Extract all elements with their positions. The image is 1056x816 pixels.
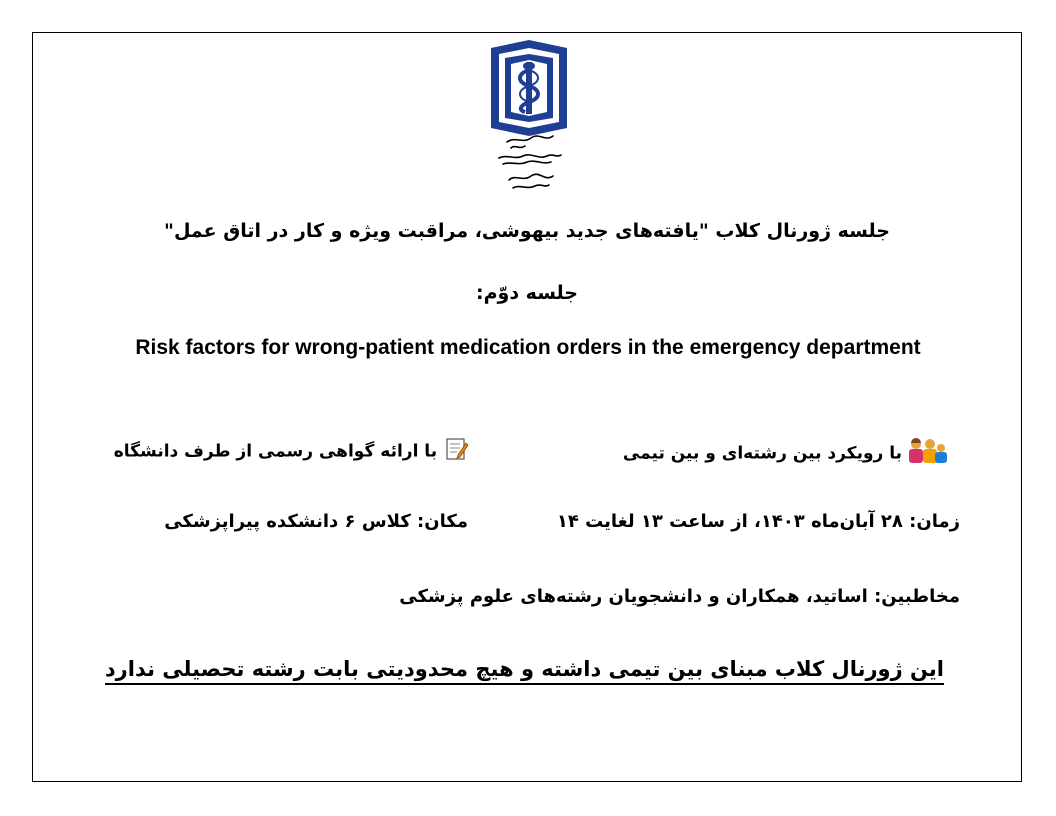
university-logo bbox=[485, 40, 573, 198]
interdisciplinary-text: با رویکرد بین رشته‌ای و بین تیمی bbox=[622, 443, 902, 464]
interdisciplinary-line bbox=[623, 437, 952, 470]
family-icon bbox=[904, 437, 950, 470]
logo-lettering bbox=[499, 136, 561, 188]
event-time: زمان: ۲۸ آبان‌ماه ۱۴۰۳، از ساعت ۱۳ لغایت ۱۴ bbox=[556, 511, 960, 532]
topic-title: Risk factors for wrong-patient medication orders in the emergency department bbox=[135, 336, 921, 359]
event-place: مکان: کلاس ۶ دانشکده پیراپزشکی bbox=[164, 511, 468, 532]
event-title: جلسه ژورنال کلاب "یافته‌های جدید بیهوشی، مراقبت ویژه و کار در اتاق عمل" bbox=[164, 220, 890, 242]
memo-icon bbox=[445, 437, 469, 466]
session-label: جلسه دوّم: bbox=[475, 282, 578, 304]
certificate-line bbox=[114, 437, 471, 466]
certificate-text: با ارائه گواهی رسمی از طرف دانشگاه bbox=[113, 441, 438, 462]
event-notice: این ژورنال کلاب مبنای بین تیمی داشته و هیچ محدودیتی بابت رشته تحصیلی ندارد bbox=[105, 657, 944, 685]
event-audience: مخاطبین: اساتید، همکاران و دانشجویان رشته‌های علوم پزشکی bbox=[399, 586, 960, 607]
